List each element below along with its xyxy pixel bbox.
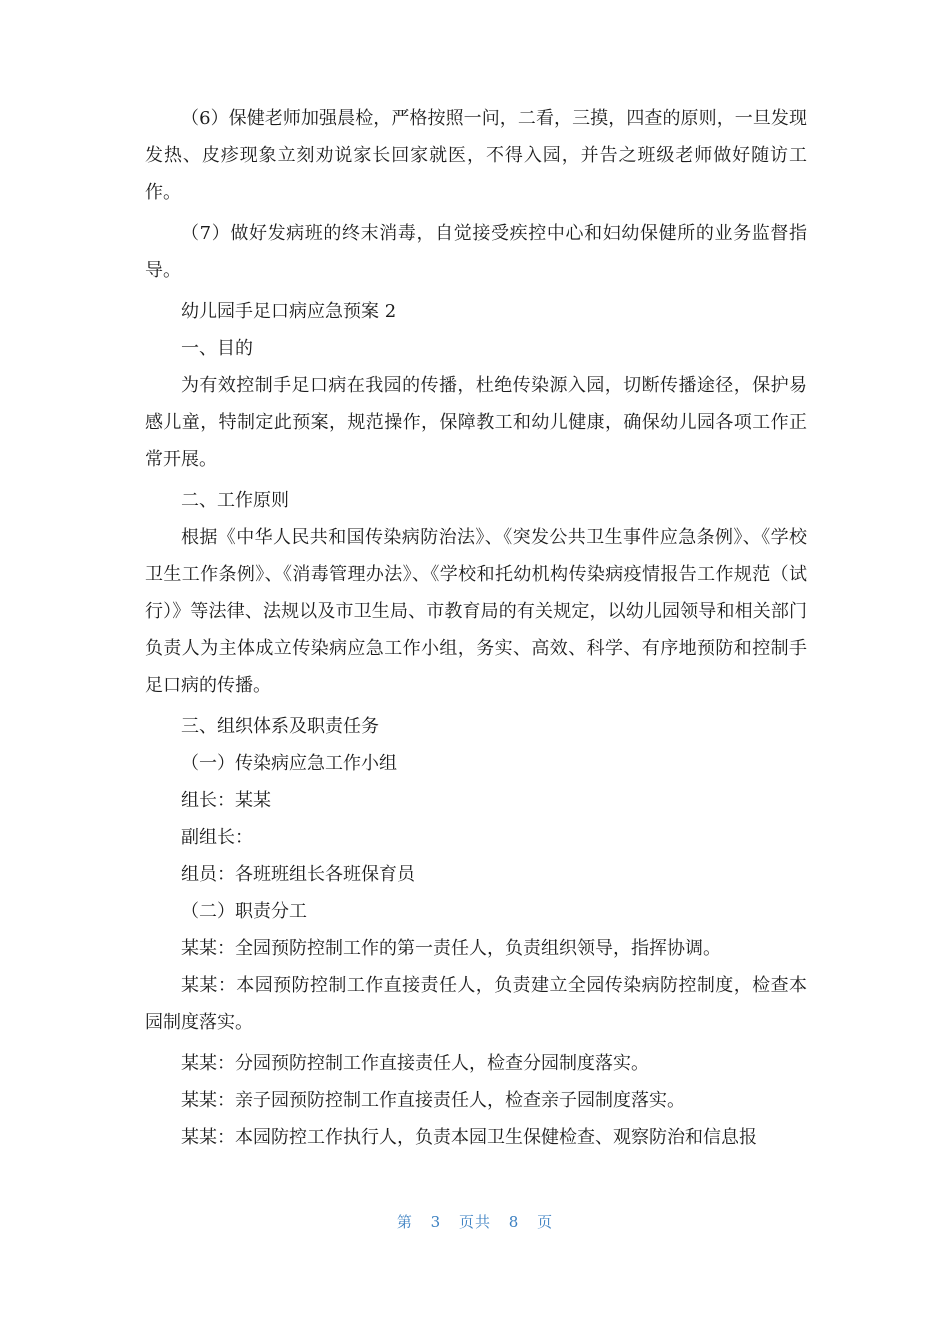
heading-principles: 二、工作原则: [181, 490, 289, 511]
paragraph-item-6: （6）保健老师加强晨检，严格按照一问，二看，三摸，四查的原则，一旦发现发热、皮疹现象立刻劝说家长回家就医，不得入园，并告之班级老师做好随访工作。: [145, 108, 807, 203]
subheading-duties: （二）职责分工: [181, 901, 307, 922]
heading-purpose: 一、目的: [181, 338, 253, 359]
team-members: 组员：各班班组长各班保育员: [181, 864, 415, 885]
page-number-footer: [0, 1211, 950, 1232]
paragraph-item-7: （7）做好发病班的终末消毒，自觉接受疾控中心和妇幼保健所的业务监督指导。: [145, 223, 807, 281]
duty-item: 某某：本园预防控制工作直接责任人，负责建立全园传染病防控制度，检查本园制度落实。: [145, 975, 807, 1033]
paragraph-purpose: 为有效控制手足口病在我园的传播，杜绝传染源入园，切断传播途径，保护易感儿童，特制定此预案，规范操作，保障教工和幼儿健康，确保幼儿园各项工作正常开展。: [145, 375, 807, 470]
footer-suffix: 页: [537, 1213, 554, 1231]
heading-organization: 三、组织体系及职责任务: [181, 716, 379, 737]
team-deputy-leader: 副组长：: [181, 827, 253, 848]
duty-item: 某某：全园预防控制工作的第一责任人，负责组织领导，指挥协调。: [181, 938, 721, 959]
document-body: [145, 100, 807, 1156]
duty-item: 某某：本园防控工作执行人，负责本园卫生保健检查、观察防治和信息报: [181, 1127, 757, 1148]
duty-item: 某某：分园预防控制工作直接责任人，检查分园制度落实。: [181, 1053, 649, 1074]
footer-total-pages: 8: [508, 1213, 520, 1231]
footer-current-page: 3: [430, 1213, 442, 1231]
subheading-emergency-team: （一）传染病应急工作小组: [181, 753, 397, 774]
team-leader: 组长：某某: [181, 790, 271, 811]
duty-item: 某某：亲子园预防控制工作直接责任人，检查亲子园制度落实。: [181, 1090, 685, 1111]
paragraph-principles: 根据《中华人民共和国传染病防治法》、《突发公共卫生事件应急条例》、《学校卫生工作条例》、《消毒管理办法》、《学校和托幼机构传染病疫情报告工作规范（试行）》等法律、法规以及市卫生局、市教育局的有关规定，以幼儿园领导和相关部门负责人为主体成立传染病应急工作小组，务实、高效、科学、有序地预防和控制手足口病的传播。: [145, 527, 807, 696]
footer-middle: 页共: [458, 1213, 491, 1231]
footer-prefix: 第: [396, 1213, 413, 1231]
section-title: 幼儿园手足口病应急预案 2: [181, 301, 397, 322]
